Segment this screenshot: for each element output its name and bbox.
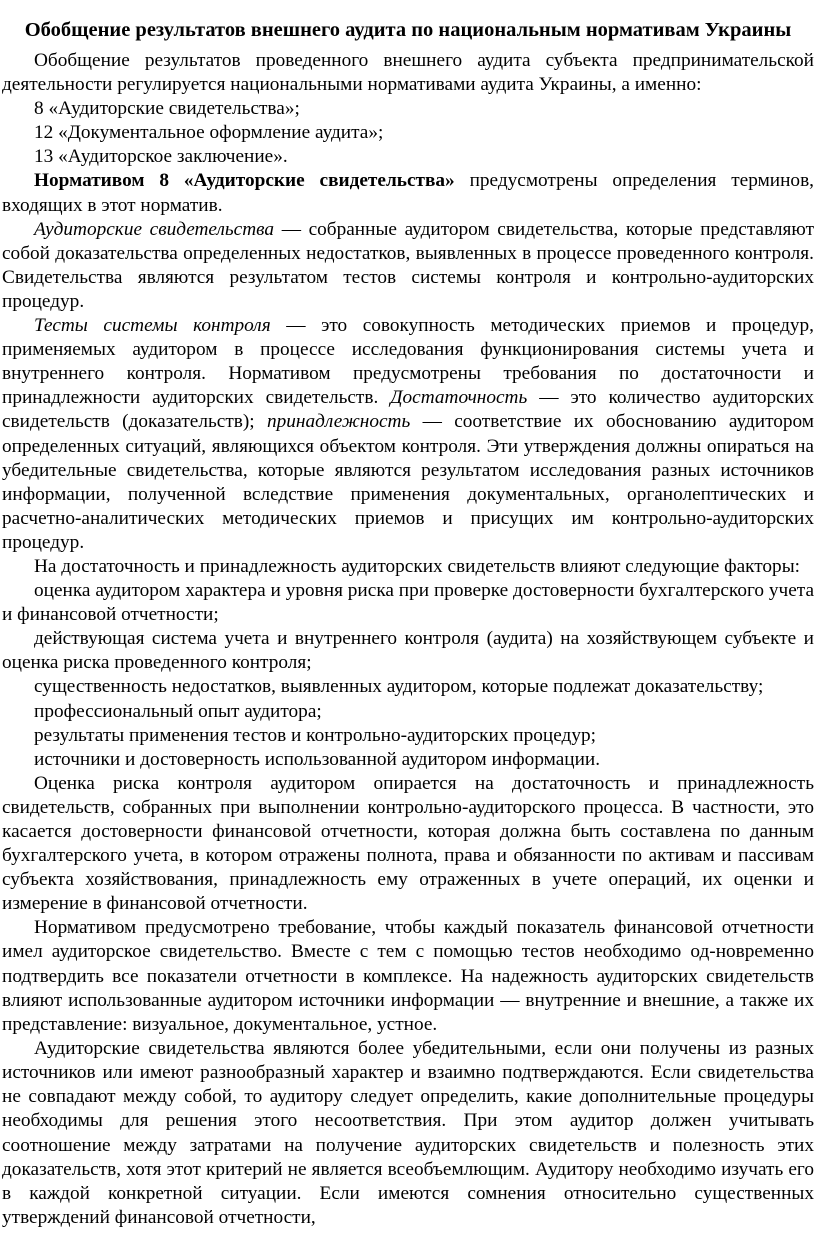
paragraph-evidence-definition bbox=[2, 218, 814, 314]
paragraph-control-tests bbox=[2, 314, 814, 555]
paragraph-control-risk: Оценка риска контроля аудитором опирается на достаточность и принадлежность свидетельств, собранных при выполнении контрольно-аудиторского процесса. В частности, это касается достоверности финансовой отчетности, которая должна быть составлена по данным бухгалтерского учета, в котором отражены полнота, права и обязанности по активам и пассивам субъекта хозяйствования, принадлежность ему отраженных в учете операций, их оценки и измерение в финансовой отчетности. bbox=[2, 772, 814, 915]
term-sufficiency: Достаточность bbox=[390, 387, 528, 409]
evidence-definition-text: — собранные аудитором свидетельства, которые представляют собой доказательства определенных недостатков, выявленных в процессе проведенного контроля. Свидетельства являются результатом тестов системы контроля и контрольно-аудиторских процедур. bbox=[2, 218, 814, 312]
factor-item: действующая система учета и внутреннего контроля (аудита) на хозяйствующем субъекте и оценка риска проведенного контроля; bbox=[2, 628, 814, 674]
term-audit-evidence: Аудиторские свидетельства bbox=[34, 218, 275, 240]
page-title: Обобщение результатов внешнего аудита по национальным нормативам Украины bbox=[24, 19, 792, 41]
paragraph-factors-intro: На достаточность и принадлежность аудиторских свидетельств влияют следующие факторы: bbox=[34, 555, 801, 577]
paragraph-convincing-evidence: Аудиторские свидетельства являются более убедительными, если они получены из разных источников или имеют разнообразный характер и взаимно подтверждаются. Если свидетельства не совпадают между собой, то аудитору следует определить, какие дополнительные процедуры необходимы для решения этого несоответствия. При этом аудитор должен учитывать соотношение между затратами на получение аудиторских свидетельств и полезность этих доказательств, хотя этот критерий не является всеобъемлющим. Аудитору необходимо изучать его в каждой конкретной ситуации. Если имеются сомнения относительно существенных утверждений финансовой отчетности, bbox=[2, 1037, 814, 1229]
factor-item: профессиональный опыт аудитора; bbox=[34, 700, 322, 722]
sufficiency-text: — это количество аудиторских свидетельств (доказательств); bbox=[2, 387, 815, 433]
normative-text: предусмотрены определения терминов, входящих в этот норматив. bbox=[2, 170, 814, 216]
factor-item: источники и достоверность использованной аудитором информации. bbox=[34, 748, 601, 770]
factor-item: результаты применения тестов и контрольно-аудиторских процедур; bbox=[34, 724, 596, 746]
control-tests-text: — это совокупность методических приемов и процедур, применяемых аудитором в процессе исследования функционирования системы учета и внутреннего контроля. Нормативом предусмотрены требования по достаточности и принадлежности аудиторских свидетельств. bbox=[2, 315, 814, 409]
term-relevance: принадлежность bbox=[266, 411, 411, 433]
term-control-tests: Тесты системы контроля bbox=[34, 315, 271, 337]
factor-item: оценка аудитором характера и уровня риска при проверке достоверности бухгалтерского учета и финансовой отчетности; bbox=[2, 580, 814, 626]
normative-bold-title: Нормативом 8 «Аудиторские свидетельства» bbox=[34, 170, 455, 192]
paragraph-requirement: Нормативом предусмотрено требование, чтобы каждый показатель финансовой отчетности имел аудиторское свидетельство. Вместе с тем с помощью тестов необходимо од-новременно подтвердить все показатели отчетности в комплексе. На надежность аудиторских свидетельств влияют использованные аудитором источники информации — внутренние и внешние, а также их представление: визуальное, документальное, устное. bbox=[2, 917, 814, 1035]
factor-item: существенность недостатков, выявленных аудитором, которые подлежат доказательству; bbox=[34, 676, 764, 698]
standard-item: 12 «Документальное оформление аудита»; bbox=[34, 122, 384, 144]
standard-item: 8 «Аудиторские свидетельства»; bbox=[34, 98, 300, 120]
paragraph-normative bbox=[2, 169, 814, 217]
relevance-text: — соответствие их обоснованию аудитором определенных ситуаций, являющихся объектом контроля. Эти утверждения должны опираться на убедительные свидетельства, которые являются результатом исследования разных источников информации, полученной вследствие применения документальных, органолептических и расчетно-аналитических методических приемов и присущих им контрольно-аудиторских процедур. bbox=[2, 411, 814, 553]
paragraph-intro: Обобщение результатов проведенного внешнего аудита субъекта предпринимательской деятельности регулируется национальными нормативами аудита Украины, а именно: bbox=[2, 50, 814, 96]
standard-item: 13 «Аудиторское заключение». bbox=[34, 146, 288, 168]
